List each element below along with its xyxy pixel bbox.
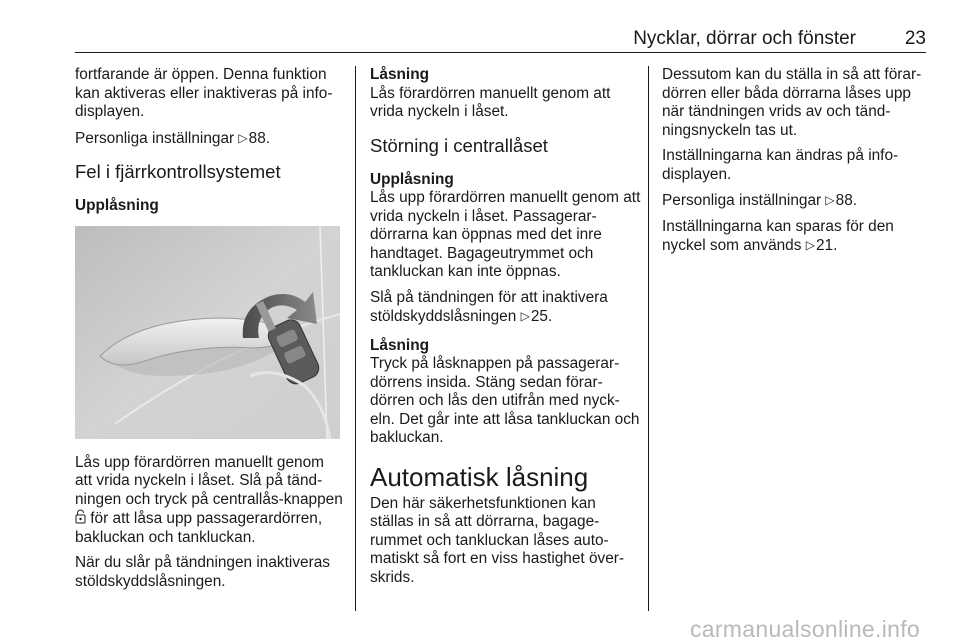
paragraph: fortfarande är öppen. Denna funktion kan aktiveras eller inaktiveras på info-displayen. xyxy=(75,66,333,120)
subheading: Upplåsning xyxy=(370,170,454,188)
section-title: Automatisk låsning xyxy=(370,461,589,492)
paragraph: Inställningarna kan ändras på info-displayen. xyxy=(662,147,899,183)
paragraph-text: Inställningarna kan sparas för den nyckel som används xyxy=(662,217,894,254)
paragraph: När du slår på tändningen inaktiveras stöldskyddslåsningen. xyxy=(75,554,330,590)
paragraph xyxy=(75,454,345,548)
section-heading: Störning i centrallåset xyxy=(370,134,548,156)
paragraph: Lås upp förardörren manuellt genom att vrida nyckeln i låset. Passagerar-dörrarna kan öppnas med det inre handtaget. Bagageutrymmet och tankluckan kan inte öppnas. xyxy=(370,189,641,280)
page-ref-icon: ▷ xyxy=(520,309,530,323)
page-ref-icon: ▷ xyxy=(825,193,835,207)
column-2 xyxy=(370,66,642,594)
column-1 xyxy=(75,66,345,598)
subheading: Upplåsning xyxy=(75,197,159,214)
paragraph: Tryck på låsknappen på passagerar-dörrens insida. Stäng sedan förar-dörren och lås den utifrån med nyck-eln. Det går inte att låsa tankluckan och bakluckan. xyxy=(370,355,640,446)
paragraph xyxy=(370,289,642,327)
page-ref-link[interactable]: 88. xyxy=(835,192,858,209)
page-ref-link[interactable]: 21. xyxy=(815,237,838,254)
paragraph-text: Lås upp förardörren manuellt genom att vrida nyckeln i låset. Slå på tänd-ningen och tryck på centrallås-knappen xyxy=(75,453,343,508)
paragraph-text: Slå på tändningen för att inaktivera stöldskyddslåsningen xyxy=(370,288,608,325)
paragraph: Dessutom kan du ställa in så att förar-dörren eller båda dörrarna låses upp när tändningen vrids av och tänd-ningsnyckeln tas ut. xyxy=(662,66,922,139)
page-ref-icon: ▷ xyxy=(238,130,248,145)
paragraph xyxy=(662,218,934,256)
column-divider xyxy=(355,66,356,611)
paragraph: Lås förardörren manuellt genom att vrida nyckeln i låset. xyxy=(370,84,611,120)
column-divider xyxy=(648,66,649,611)
paragraph-text: för att låsa upp passagerardörren, bakluckan och tankluckan. xyxy=(75,510,323,546)
page-ref-link[interactable]: 25. xyxy=(530,308,553,325)
subheading: Låsning xyxy=(370,336,429,354)
page-header xyxy=(75,28,926,53)
paragraph-text: Personliga inställningar xyxy=(75,129,235,147)
page-number: 23 xyxy=(904,28,926,49)
paragraph xyxy=(662,191,934,211)
page-title: Nycklar, dörrar och fönster xyxy=(633,28,856,49)
paragraph: Den här säkerhetsfunktionen kan ställas in så att dörrarna, bagage-rummet och tankluckan låses auto-matiskt så fort en viss hastighet över-skrids. xyxy=(370,494,625,586)
subheading: Låsning xyxy=(370,66,429,83)
column-3 xyxy=(662,66,934,263)
paragraph-text: Personliga inställningar xyxy=(662,192,822,209)
central-lock-icon xyxy=(75,509,86,524)
section-heading: Fel i fjärrkontrollsystemet xyxy=(75,161,281,182)
page-ref-icon: ▷ xyxy=(805,238,815,252)
page-ref-link[interactable]: 88. xyxy=(248,129,271,147)
watermark: carmanualsonline.info xyxy=(689,616,920,642)
door-handle-key-illustration xyxy=(75,226,340,439)
paragraph xyxy=(75,129,345,149)
